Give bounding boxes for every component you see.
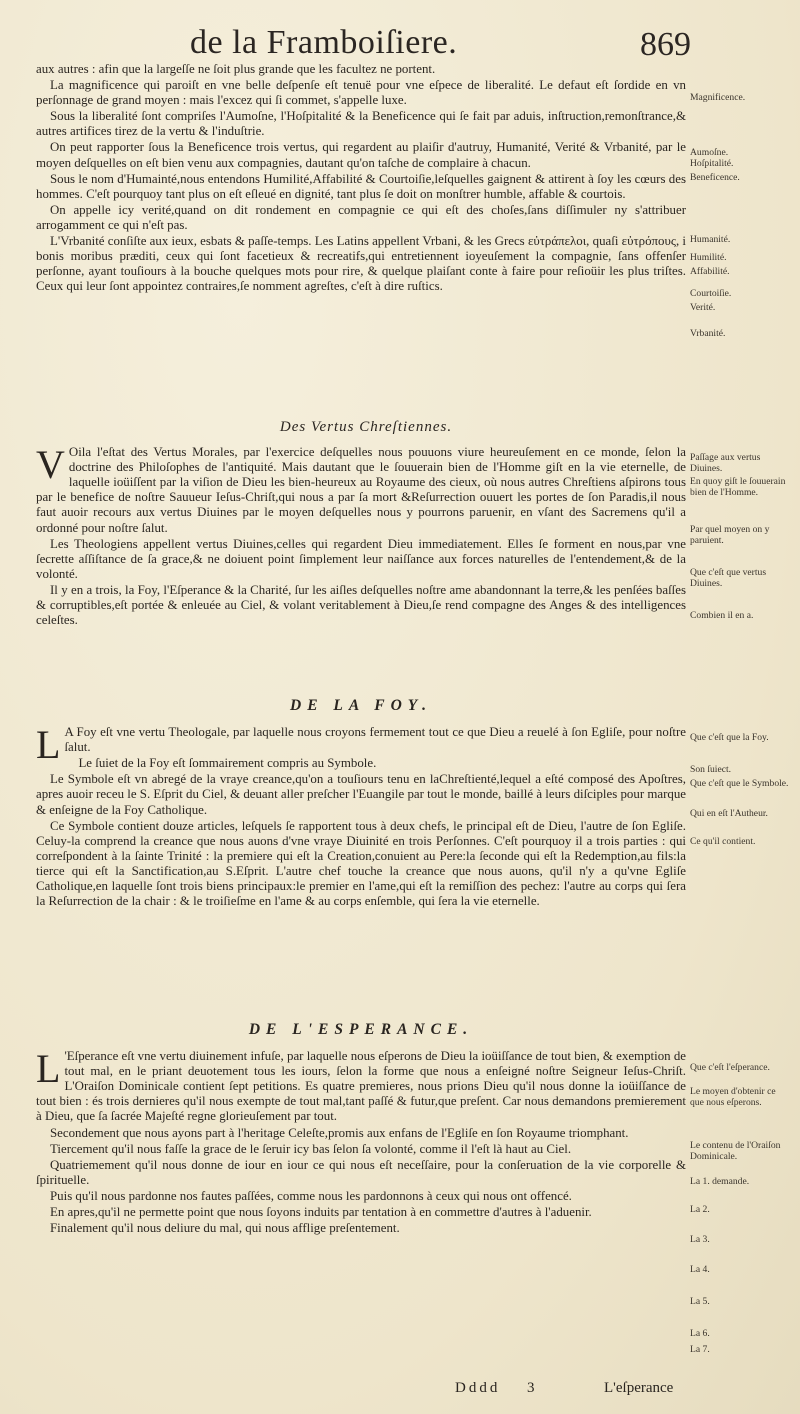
- paragraph: Sous la liberalité ſont compriſes l'Aumoſne, l'Hoſpitalité & la Beneficence qui ſe fait par aduis, inſtruction,remonſtrance,& autres artifices tirez de la vertu & l'induſtrie.: [36, 109, 686, 139]
- paragraph: Sous le nom d'Humainté,nous entendons Humilité,Affabilité & Courtoiſie,leſquelles gaignent & attirent à ſoy les cœurs des hommes. C'eſt pourquoy tant plus on eſt eſleué en dignité, tant plus ſe doit on monſtrer humble, affable & courtois.: [36, 171, 686, 201]
- paragraph: On peut rapporter ſous la Beneficence trois vertus, qui regardent au plaiſir d'autruy, Humanité, Verité & Vrbanité, par le moyen deſquelles on eſt bien venu aux compagnies, dautant qu'on taſche de complaire à chacun.: [36, 140, 686, 170]
- section-heading: DE L'ESPERANCE.: [248, 1021, 474, 1038]
- margin-note: Par quel moyen on y paruient.: [690, 524, 770, 546]
- paragraph: La magnificence qui paroiſt en vne belle deſpenſe eſt tenuë pour vne eſpece de liberalité. Le defaut eſt ſordide en vn perſonnage de grand moyen : mais l'excez qui ſi commet, s'appelle luxe.: [36, 78, 686, 108]
- margin-note: La 7.: [690, 1344, 710, 1355]
- paragraph: aux autres : afin que la largeſſe ne ſoit plus grande que les facultez ne portent.: [36, 62, 436, 76]
- paragraph: Les Theologiens appellent vertus Diuines,celles qui regardent Dieu immediatement. Elles ſe forment en nous,par vne ſecrette aſſiſtance de ſa grace,& ne doiuent point ſimplement leur naiſſance aux forces naturelles de l'entendement,& de la volonté.: [36, 536, 686, 581]
- paragraph: Secondement que nous ayons part à l'heritage Celeſte,promis aux enfans de l'Egliſe en ſon Royaume triomphant.: [50, 1125, 629, 1140]
- margin-note: Humanité.: [690, 234, 731, 245]
- margin-note: Que c'eſt que vertus Diuines.: [690, 567, 767, 589]
- paragraph: Oila l'eſtat des Vertus Morales, par l'exercice deſquelles nous pouuons viure heureuſement en ce monde, ſelon la doctrine des Philoſophes de l'antiquité. Mais dautant que le ſouuerain bien de l'Homme giſt en la vie eternelle, de laquelle ioüiſſent par la viſion de Dieu les bien-heureux au Royaume des cieux, où nous autres Chreſtiens aſpirons tous par le benefice de noſtre Sauueur Ieſus-Chriſt,qui nous a par ſa mort &Reſurrection ouuert les portes de ſon Paradis,il nous faut auoir recours aux vertus Diuines par le moyen deſquelles nous y pourrons paruenir, en vſant des Sacremens qu'il a ordonné pour noſtre ſalut.: [36, 445, 686, 535]
- margin-note: La 6.: [690, 1328, 710, 1339]
- section-heading: DE LA FOY.: [290, 697, 432, 714]
- paragraph: L'Vrbanité conſiſte aux ieux, esbats & paſſe-temps. Les Latins appellent Vrbani, & les Grecs εὐτράπελοι, quaſi εὐτρόπους, i bonis moribus præditi, ceux qui ſont facetieux & recreatifs,qui entretiennent ioyeuſement la compagnie, ſans offenſer perſonne, ayant touſiours à la bouche quelques mots pour rire, & quelque plaiſant conte à faire pour reſioüir les plus triſtes. Ceux qui leur ſont appointez contraires,ſe nomment agreſtes, c'eſt à dire ruſtics.: [36, 234, 686, 294]
- margin-note: Aumoſne.: [690, 147, 729, 158]
- margin-note: Que c'eſt que le Symbole.: [690, 778, 789, 789]
- paragraph: 'Eſperance eſt vne vertu diuinement infuſe, par laquelle nous eſperons de Dieu la ioüiſſance de tout bien, & exemption de tout mal, en le priant deuotement tous les iours, ſelon la forme que nous a enſeigné noſtre Seigneur Ieſus-Chriſt. L'Oraiſon Dominicale contient ſept petitions. Es quatre premieres, nous prions Dieu qu'il nous donne la ioüiſſance de tout bien : és trois dernieres qu'il nous exempte de tout mal,tant paſſé & futur,que preſent. Car nous demandons premierement à Dieu, que ſa ſacrée Majeſté regne glorieuſement par tout.: [36, 1049, 686, 1124]
- margin-note: Qui en eſt l'Autheur.: [690, 808, 768, 819]
- margin-note: En quoy giſt le ſouuerain bien de l'Homme.: [690, 476, 786, 498]
- paragraph: Tiercement qu'il nous faſſe la grace de le ſeruir icy bas ſelon ſa volonté, comme il l'eſt là haut au Ciel.: [50, 1141, 572, 1156]
- paragraph: Puis qu'il nous pardonne nos fautes paſſées, comme nous les pardonnons à ceux qui nous ont offencé.: [50, 1188, 572, 1203]
- margin-note: Que c'eſt que la Foy.: [690, 732, 769, 743]
- margin-note: Affabilité.: [690, 266, 730, 277]
- section-foy: [36, 698, 686, 910]
- margin-note: Le contenu de l'Oraiſon Dominicale.: [690, 1140, 781, 1162]
- paragraph: Finalement qu'il nous deliure du mal, qui nous afflige preſentement.: [50, 1221, 400, 1236]
- margin-note: Combien il en a.: [690, 610, 754, 621]
- margin-note: Courtoiſie.: [690, 288, 732, 299]
- margin-note: Humilité.: [690, 252, 727, 263]
- drop-cap: L: [36, 1046, 61, 1092]
- paragraph: Le ſuiet de la Foy eſt ſommairement compris au Symbole.: [78, 756, 377, 771]
- margin-note: Verité.: [690, 302, 716, 313]
- margin-note: Son ſuiect.: [690, 764, 732, 775]
- margin-note: La 1. demande.: [690, 1176, 750, 1187]
- page-footer: [0, 1380, 800, 1404]
- section-heading: Des Vertus Chreſtiennes.: [279, 419, 453, 435]
- section-esperance: [36, 1022, 686, 1237]
- margin-note: La 5.: [690, 1296, 710, 1307]
- margin-note: Le moyen d'obtenir ce que nous eſperons.: [690, 1086, 776, 1108]
- signature-number: 3: [527, 1380, 535, 1396]
- drop-cap: V: [36, 442, 65, 488]
- margin-note: Que c'eſt l'eſperance.: [690, 1062, 770, 1073]
- margin-note: La 3.: [690, 1234, 710, 1245]
- section-liberalite: [36, 62, 686, 295]
- margin-note: La 4.: [690, 1264, 710, 1275]
- paragraph: Ce Symbole contient douze articles, leſquels ſe rapportent tous à deux chefs, le principal eſt de Dieu, l'autre de ſon Egliſe. Celuy-la comprend la creance que nous auons d'vne vraye Diuinité en trois Perſonnes. C'eſt pourquoy il a trois parties : qui correſpondent à la ſainte Trinité : la premiere qui eſt la Creation,conuient au Pere:la ſeconde qui eſt la Redemption,au fils:la tierce qui eſt la Sanctification,au S.Eſprit. L'autre chef touche la creance que nous auons, qu'il n'y a qu'vne Egliſe Catholique,en laquelle ſont trois biens principaux:le premier en l'ame,qui eſt la remiſſion des pechez: l'autre au corps qui ſera la Reſurrection de la chair : & le troiſieſme en l'ame & au corps enſemble, qui ſera la vie eternelle.: [36, 818, 686, 909]
- margin-note: Vrbanité.: [690, 328, 726, 339]
- margin-note: Magnificence.: [690, 92, 746, 103]
- margin-notes: [690, 62, 790, 1392]
- paragraph: A Foy eſt vne vertu Theologale, par laquelle nous croyons fermement tout ce que Dieu a reuelé à ſon Egliſe, pour noſtre ſalut.: [64, 725, 686, 755]
- catchword: L'eſperance: [604, 1380, 674, 1396]
- margin-note: Beneficence.: [690, 172, 740, 183]
- paragraph: Quatriemement qu'il nous donne de iour en iour ce qui nous eſt neceſſaire, pour la conſeruation de la vie corporelle & ſpirituelle.: [36, 1157, 686, 1187]
- page-number: 869: [640, 26, 691, 63]
- paragraph: En apres,qu'il ne permette point que nous ſoyons induits par tentation à en commettre d'autres à l'aduenir.: [50, 1205, 592, 1220]
- running-title: de la Framboiſiere.: [190, 24, 458, 61]
- margin-note: Paſſage aux vertus Diuines.: [690, 452, 761, 474]
- margin-note: Hoſpitalité.: [690, 158, 734, 169]
- signature-mark: Dddd: [455, 1380, 501, 1396]
- paragraph: Le Symbole eſt vn abregé de la vraye creance,qu'on a touſiours tenu en laChreſtienté,lequel a eſté composé des Apoſtres, apres auoir receu le S. Eſprit du Ciel, & deuant aller preſcher l'Euangile par tout le monde, baillé à leurs diſciples pour marque & enſeigne de la Foy Catholique.: [36, 772, 686, 817]
- section-vertus-chrestiennes: [36, 420, 686, 629]
- margin-note: Ce qu'il contient.: [690, 836, 756, 847]
- margin-note: La 2.: [690, 1204, 710, 1215]
- drop-cap: L: [36, 722, 61, 768]
- paragraph: Il y en a trois, la Foy, l'Eſperance & la Charité, ſur les aiſles deſquelles noſtre ame abandonnant la terre,& les penſées baſſes & corruptibles,eſt portée & enleuée au Ciel, & volant veritablement à Dieu,ſe rend compagne des Anges & des intelligences celeſtes.: [36, 582, 686, 628]
- paragraph: On appelle icy verité,quand on dit rondement en compagnie ce qui eſt des choſes,ſans diſſimuler ny s'attribuer arrogamment ce qui n'eſt pas.: [36, 202, 686, 232]
